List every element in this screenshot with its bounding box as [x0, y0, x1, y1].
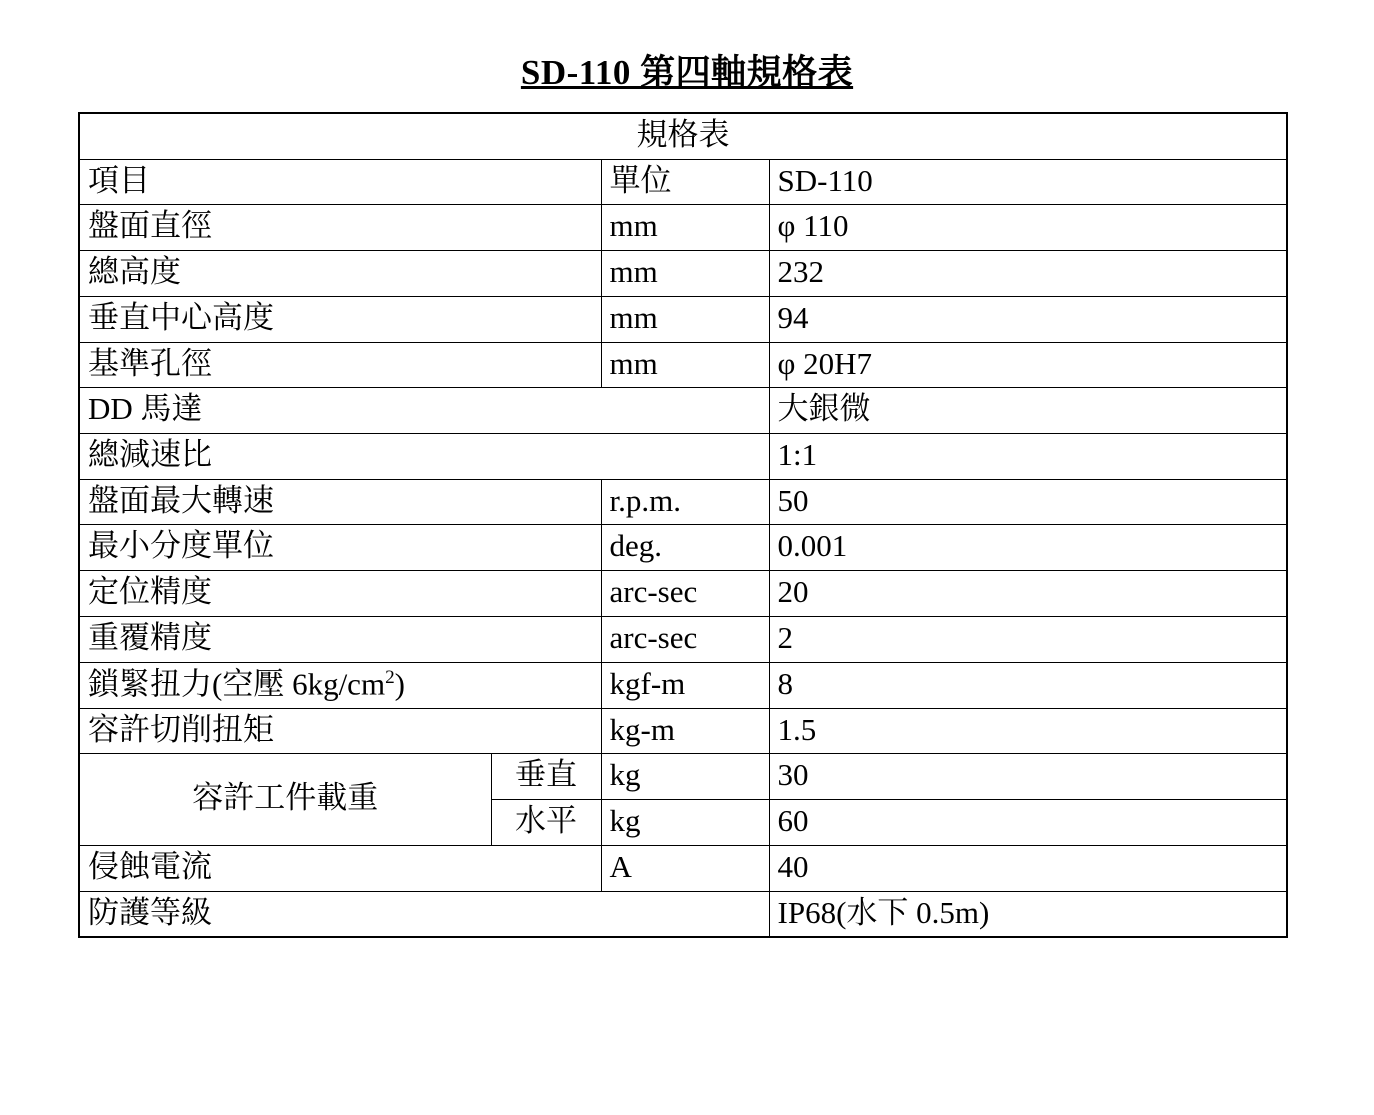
row-item-label: 總高度: [79, 251, 601, 297]
row-unit-label: arc-sec: [601, 616, 769, 662]
row-item-label: 盤面直徑: [79, 205, 601, 251]
row-unit-label: mm: [601, 342, 769, 388]
row-item-label: 最小分度單位: [79, 525, 601, 571]
page-title: SD-110 第四軸規格表: [520, 53, 854, 92]
row-item-label: 定位精度: [79, 571, 601, 617]
row-subitem-label: 水平: [491, 800, 601, 846]
table-row: [79, 388, 1287, 434]
table-row: [79, 571, 1287, 617]
row-value: 232: [769, 251, 1287, 297]
row-value: φ 110: [769, 205, 1287, 251]
table-row: [79, 845, 1287, 891]
table-row: [79, 479, 1287, 525]
row-value: SD-110: [769, 159, 1287, 205]
row-unit-label: mm: [601, 205, 769, 251]
table-row: [79, 525, 1287, 571]
row-item-label: DD 馬達: [79, 388, 769, 434]
row-value: 大銀微: [769, 388, 1287, 434]
table-row: [79, 159, 1287, 205]
table-row: [79, 296, 1287, 342]
row-value: 2: [769, 616, 1287, 662]
row-value: 8: [769, 662, 1287, 708]
lock-torque-superscript: 2: [385, 666, 395, 688]
row-unit-label: kg-m: [601, 708, 769, 754]
table-row: [79, 434, 1287, 480]
row-value: 0.001: [769, 525, 1287, 571]
row-item-label: 垂直中心高度: [79, 296, 601, 342]
table-header-row: [79, 113, 1287, 159]
row-unit-label: kgf-m: [601, 662, 769, 708]
row-value: 30: [769, 754, 1287, 800]
row-value: 20: [769, 571, 1287, 617]
row-value: 50: [769, 479, 1287, 525]
table-row: [79, 891, 1287, 937]
specification-table: [78, 112, 1288, 938]
row-value: 60: [769, 800, 1287, 846]
lock-torque-prefix: 鎖緊扭力(空壓 6kg/cm: [88, 665, 386, 701]
table-row: [79, 754, 1287, 800]
table-row: [79, 616, 1287, 662]
row-item-label-lock-torque: [79, 662, 601, 708]
table-row: [79, 662, 1287, 708]
row-item-label: 總減速比: [79, 434, 769, 480]
row-unit-label: mm: [601, 251, 769, 297]
table-title-cell: 規格表: [79, 113, 1287, 159]
row-item-label: 基準孔徑: [79, 342, 601, 388]
row-item-label: 項目: [79, 159, 601, 205]
lock-torque-suffix: ): [394, 665, 405, 701]
table-row: [79, 342, 1287, 388]
row-item-label-load-group: 容許工件載重: [79, 754, 491, 845]
row-subitem-label: 垂直: [491, 754, 601, 800]
row-unit-label: mm: [601, 296, 769, 342]
row-unit-label: kg: [601, 754, 769, 800]
row-unit-label: 單位: [601, 159, 769, 205]
row-unit-label: arc-sec: [601, 571, 769, 617]
table-row: [79, 708, 1287, 754]
row-item-label: 侵蝕電流: [79, 845, 601, 891]
table-row: [79, 205, 1287, 251]
row-value: 1:1: [769, 434, 1287, 480]
row-item-label: 防護等級: [79, 891, 769, 937]
row-item-label: 容許切削扭矩: [79, 708, 601, 754]
document-page: [0, 52, 1374, 1115]
row-unit-label: A: [601, 845, 769, 891]
row-unit-label: deg.: [601, 525, 769, 571]
row-value: 1.5: [769, 708, 1287, 754]
row-value: 40: [769, 845, 1287, 891]
row-unit-label: kg: [601, 800, 769, 846]
row-value: IP68(水下 0.5m): [769, 891, 1287, 937]
row-item-label: 重覆精度: [79, 616, 601, 662]
row-value: φ 20H7: [769, 342, 1287, 388]
table-row: [79, 251, 1287, 297]
row-value: 94: [769, 296, 1287, 342]
row-item-label: 盤面最大轉速: [79, 479, 601, 525]
row-unit-label: r.p.m.: [601, 479, 769, 525]
